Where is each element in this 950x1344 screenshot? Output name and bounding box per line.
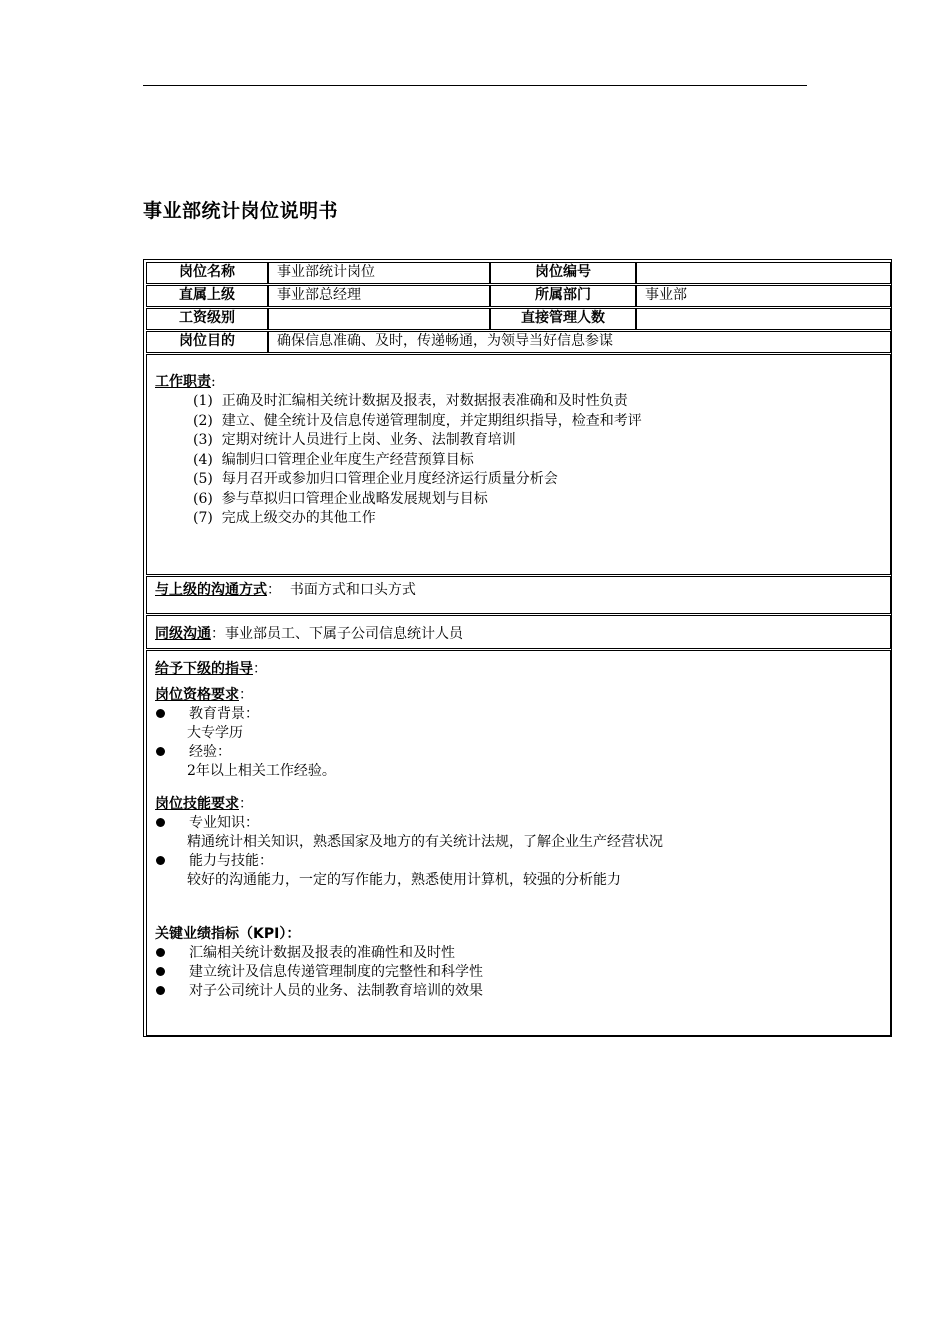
department-value: 事业部 (636, 285, 891, 307)
duty-item: (3) 定期对统计人员进行上岗、业务、法制教育培训 (193, 432, 516, 448)
superior-value: 事业部总经理 (268, 285, 490, 307)
experience-label: 经验： (189, 744, 231, 760)
bullet-icon (156, 747, 165, 756)
bullet-icon (156, 818, 165, 827)
knowledge-value: 精通统计相关知识，熟悉国家及地方的有关统计法规，了解企业生产经营状况 (187, 834, 663, 850)
duty-item: (4) 编制归口管理企业年度生产经营预算目标 (193, 452, 474, 468)
bullet-icon (156, 709, 165, 718)
kpi-item: 对子公司统计人员的业务、法制教育培训的效果 (189, 983, 483, 999)
position-name-value: 事业部统计岗位 (268, 262, 490, 284)
education-label: 教育背景： (189, 706, 259, 722)
experience-value: 2年以上相关工作经验。 (187, 763, 336, 779)
duties-heading-line: 工作职责: (155, 374, 216, 390)
duties-section (146, 354, 891, 575)
kpi-heading: 关键业绩指标（KPI）： (155, 926, 301, 942)
duty-item: (1) 正确及时汇编相关统计数据及报表，对数据报表准确和及时性负责 (193, 393, 628, 409)
document-title: 事业部统计岗位说明书 (143, 200, 339, 222)
guidance-heading: 给予下级的指导 (155, 661, 253, 677)
department-label: 所属部门 (490, 285, 636, 307)
position-name-label: 岗位名称 (146, 262, 268, 284)
ability-label: 能力与技能： (189, 853, 273, 869)
education-value: 大专学历 (187, 725, 243, 741)
upward-comm-text: 书面方式和口头方式 (289, 582, 416, 598)
salary-label: 工资级别 (146, 308, 268, 330)
upward-comm-heading: 与上级的沟通方式 (155, 582, 267, 598)
qualifications-heading: 岗位资格要求 (155, 687, 239, 703)
superior-label: 直属上级 (146, 285, 268, 307)
kpi-item: 建立统计及信息传递管理制度的完整性和科学性 (189, 964, 483, 980)
skills-heading: 岗位技能要求 (155, 796, 239, 812)
bullet-icon (156, 967, 165, 976)
purpose-value: 确保信息准确、及时，传递畅通，为领导当好信息参谋 (268, 331, 891, 353)
ability-value: 较好的沟通能力，一定的写作能力，熟悉使用计算机，较强的分析能力 (187, 872, 621, 888)
duty-item: (2) 建立、健全统计及信息传递管理制度，并定期组织指导，检查和考评 (193, 413, 642, 429)
bullet-icon (156, 856, 165, 865)
job-description-form (143, 259, 892, 1037)
bullet-icon (156, 986, 165, 995)
duties-heading: 工作职责 (155, 374, 211, 390)
position-code-label: 岗位编号 (490, 262, 636, 284)
upward-comm-section: 与上级的沟通方式： 书面方式和口头方式 (146, 576, 891, 614)
duty-item: (5) 每月召开或参加归口管理企业月度经济运行质量分析会 (193, 471, 558, 487)
duty-item: (7) 完成上级交办的其他工作 (193, 510, 376, 526)
kpi-item: 汇编相关统计数据及报表的准确性和及时性 (189, 945, 455, 961)
peer-comm-section: 同级沟通：事业部员工、下属子公司信息统计人员 (146, 615, 891, 649)
managed-count-value (636, 308, 891, 330)
duty-item: (6) 参与草拟归口管理企业战略发展规划与目标 (193, 491, 488, 507)
peer-comm-text: 事业部员工、下属子公司信息统计人员 (225, 626, 463, 642)
purpose-label: 岗位目的 (146, 331, 268, 353)
guidance-section: 给予下级的指导： 岗位资格要求： 教育背景： 大专学历 经验： 2年以上相关工作经验。 岗位技能要求： 专业知识： 精通统计相关知识，熟悉国家及地方的有关统计法规，了解企业生产经营状况 能力与技能： 较好的沟通能力，一定的写作能力，熟悉使用计算机，较强的分析能力 关键业绩指标（KPI）： 汇编相关统计数据及报表的准确性和及时性 建立统计及信息传递管理制度的完整性和科学性 对子公司统计人员的业务、法制教育培训的效果 (146, 650, 891, 1036)
header-rule (143, 85, 807, 86)
knowledge-label: 专业知识： (189, 815, 259, 831)
peer-comm-heading: 同级沟通 (155, 626, 211, 642)
position-code-value (636, 262, 891, 284)
bullet-icon (156, 948, 165, 957)
salary-value (268, 308, 490, 330)
managed-count-label: 直接管理人数 (490, 308, 636, 330)
